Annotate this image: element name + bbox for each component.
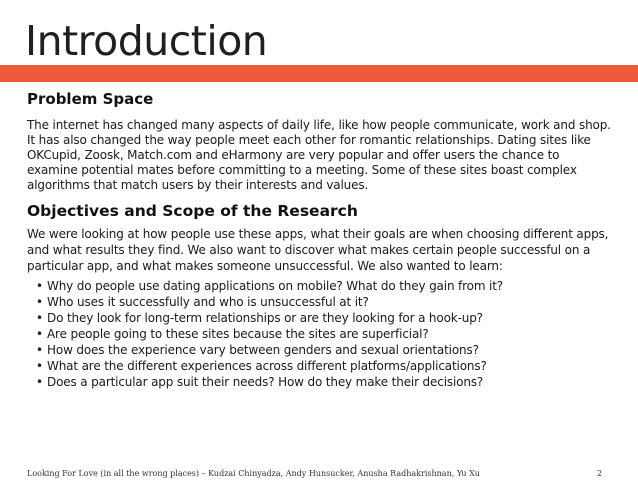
bullet-icon: • <box>36 375 43 389</box>
bullet-icon: • <box>36 359 43 373</box>
bullet-text: Who uses it successfully and who is unsuccessful at it? <box>47 295 369 309</box>
list-item <box>36 310 612 326</box>
slide-title: Introduction <box>25 17 268 65</box>
bullet-text: Why do people use dating applications on mobile? What do they gain from it? <box>47 279 504 293</box>
bullet-icon: • <box>36 343 43 357</box>
bullet-text: What are the different experiences across different platforms/applications? <box>47 359 487 373</box>
research-questions-list <box>27 278 612 390</box>
list-item <box>36 374 612 390</box>
list-item <box>36 294 612 310</box>
problem-space-heading: Problem Space <box>27 90 154 108</box>
bullet-icon: • <box>36 311 43 325</box>
bullet-icon: • <box>36 327 43 341</box>
objectives-paragraph: We were looking at how people use these apps, what their goals are when choosing different apps, and what results they find. We also want to discover what makes certain people successful on a particular app, and what makes someone unsuccessful. We also wanted to learn: <box>27 227 609 273</box>
list-item <box>36 278 612 294</box>
slide-content <box>27 89 612 390</box>
problem-space-paragraph: The internet has changed many aspects of daily life, like how people communicate, work and shop. It has also changed the way people meet each other for romantic relationships. Dating sites like OKCupid, Zoosk, Match.com and eHarmony are very popular and offer users the chance to examine potential mates before committing to a meeting. Some of these sites boast complex algorithms that match users by their interests and values. <box>27 118 611 192</box>
page-number: 2 <box>597 469 603 478</box>
bullet-text: Does a particular app suit their needs? How do they make their decisions? <box>47 375 484 389</box>
bullet-text: Are people going to these sites because the sites are superficial? <box>47 327 429 341</box>
bullet-icon: • <box>36 279 43 293</box>
list-item <box>36 342 612 358</box>
title-accent-bar <box>0 65 638 82</box>
bullet-icon: • <box>36 295 43 309</box>
objectives-heading: Objectives and Scope of the Research <box>27 202 358 220</box>
footer-credits: Looking For Love (in all the wrong places) – Kudzai Chinyadza, Andy Hunsucker, Anusha Radhakrishnan, Yu Xu <box>27 469 480 478</box>
bullet-text: Do they look for long-term relationships or are they looking for a hook-up? <box>47 311 483 325</box>
bullet-text: How does the experience vary between genders and sexual orientations? <box>47 343 479 357</box>
list-item <box>36 326 612 342</box>
list-item <box>36 358 612 374</box>
